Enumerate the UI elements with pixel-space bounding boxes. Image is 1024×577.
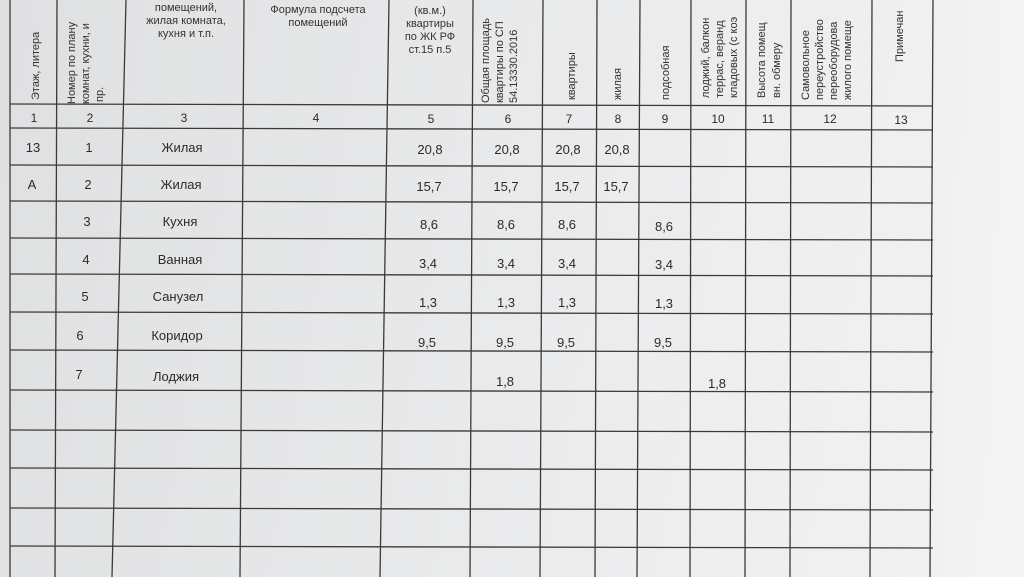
cell-number: 4 <box>82 252 90 267</box>
column-number: 1 <box>30 111 38 125</box>
header-room-name: помещений, жилая комната, кухня и т.п. <box>146 2 226 40</box>
header-apartment: квартиры <box>566 52 578 100</box>
cell-total-area: 20,8 <box>494 142 520 157</box>
cell-living-area: 20,8 <box>604 142 630 157</box>
cell-number: 6 <box>76 328 84 343</box>
cell-room-name: Жилая <box>160 177 202 192</box>
cell-total-area: 15,7 <box>493 179 519 194</box>
cell-loggia-area: 1,8 <box>707 376 727 391</box>
cell-room-name: Коридор <box>151 328 203 343</box>
cell-apartment-area: 8,6 <box>557 217 577 232</box>
header-plan-number-1: Номер по плану <box>66 21 78 104</box>
column-number: 13 <box>894 113 908 127</box>
header-loggia-3: кладовых (с коэ <box>728 16 740 98</box>
column-number: 10 <box>711 112 725 126</box>
cell-apartment-area: 15,7 <box>554 179 580 194</box>
cell-number: 5 <box>81 289 89 304</box>
cell-area-zhk: 3,4 <box>418 256 438 271</box>
column-number: 8 <box>614 112 622 126</box>
cell-total-area: 1,8 <box>495 374 515 389</box>
header-plan-number-2: комнат, кухни, и <box>80 23 92 104</box>
header-formula: Формула подсчета помещений <box>270 4 366 29</box>
cell-living-area: 15,7 <box>603 179 629 194</box>
cell-area-zhk: 15,7 <box>416 179 442 194</box>
cell-room-name: Кухня <box>162 214 198 229</box>
cell-auxiliary-area: 1,3 <box>654 296 674 311</box>
column-number: 3 <box>180 111 188 125</box>
header-height-2: вн. обмеру <box>771 42 783 98</box>
header-total-area-1: Общая площадь <box>480 18 492 103</box>
column-number: 12 <box>823 112 837 126</box>
cell-total-area: 9,5 <box>495 335 515 350</box>
cell-area-zhk: 8,6 <box>419 217 439 232</box>
header-total-area-2: квартиры по СП <box>494 21 506 103</box>
cell-total-area: 3,4 <box>496 256 516 271</box>
header-unauthorized-2: переустройство <box>814 19 826 100</box>
header-height-1: Высота помещ <box>756 22 768 98</box>
cell-area-zhk: 20,8 <box>417 142 443 157</box>
cell-number: 1 <box>85 140 93 155</box>
cell-number: 3 <box>83 214 91 229</box>
cell-auxiliary-area: 9,5 <box>653 335 673 350</box>
cell-auxiliary-area: 8,6 <box>654 219 674 234</box>
column-number: 9 <box>661 112 669 126</box>
column-number: 6 <box>504 112 512 126</box>
header-unauthorized-4: жилого помеще <box>842 20 854 100</box>
header-notes: Примечан <box>894 10 906 62</box>
header-unauthorized-3: переоборудова <box>828 21 840 100</box>
cell-room-name: Санузел <box>152 289 204 304</box>
cell-floor: 13 <box>25 140 41 155</box>
header-floor: Этаж, литера <box>30 31 42 100</box>
column-number: 7 <box>565 112 573 126</box>
column-number: 2 <box>86 111 94 125</box>
header-plan-number-3: пр. <box>94 86 106 102</box>
cell-total-area: 8,6 <box>496 217 516 232</box>
cell-floor: А <box>27 177 37 192</box>
column-number: 4 <box>312 111 320 125</box>
header-living: жилая <box>612 68 624 100</box>
column-number: 11 <box>761 112 775 126</box>
header-area-zhk: (кв.м.) квартиры по ЖК РФ ст.15 п.5 <box>404 5 456 56</box>
cell-room-name: Лоджия <box>152 369 200 384</box>
cell-number: 7 <box>75 367 83 382</box>
cell-area-zhk: 9,5 <box>417 335 437 350</box>
cell-apartment-area: 20,8 <box>555 142 581 157</box>
cell-apartment-area: 3,4 <box>557 256 577 271</box>
header-total-area-3: 54.13330.2016 <box>508 29 520 103</box>
header-loggia-2: террас, веранд <box>714 20 726 98</box>
cell-room-name: Жилая <box>161 140 203 155</box>
column-number: 5 <box>427 112 435 126</box>
cell-apartment-area: 1,3 <box>557 295 577 310</box>
header-loggia-1: лоджий, балкон <box>700 17 712 98</box>
cell-number: 2 <box>84 177 92 192</box>
header-auxiliary: подсобная <box>660 45 672 100</box>
cell-area-zhk: 1,3 <box>418 295 438 310</box>
cell-total-area: 1,3 <box>496 295 516 310</box>
header-unauthorized-1: Самовольное <box>800 30 812 100</box>
cell-room-name: Ванная <box>157 252 203 267</box>
cell-auxiliary-area: 3,4 <box>654 257 674 272</box>
cell-apartment-area: 9,5 <box>556 335 576 350</box>
